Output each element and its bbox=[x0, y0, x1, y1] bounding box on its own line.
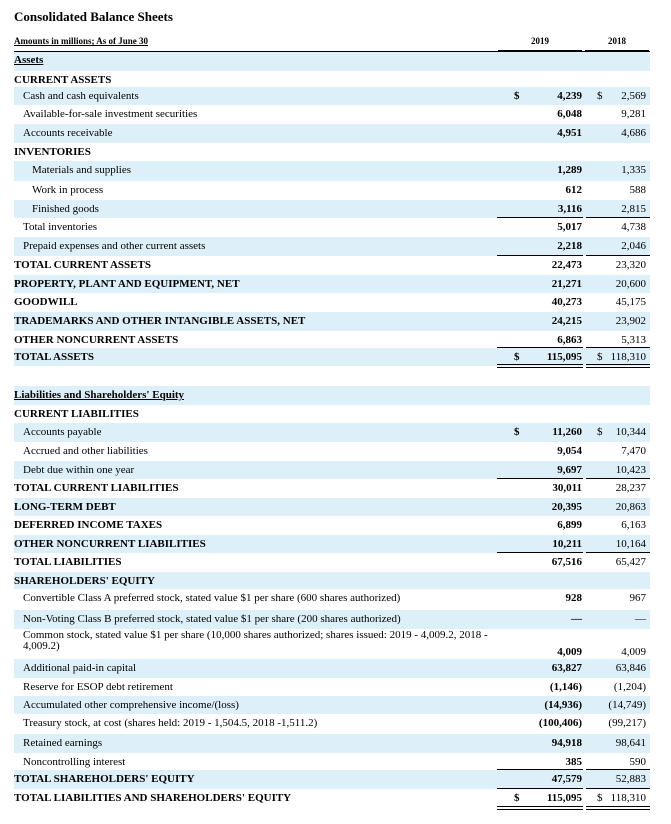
value-2019: 21,271 bbox=[551, 278, 582, 290]
value-2019: 115,095 bbox=[546, 792, 582, 804]
assets-section-title-label: Assets bbox=[14, 54, 44, 66]
value-2019: 3,116 bbox=[557, 203, 582, 215]
value-2019: 2,218 bbox=[557, 240, 582, 252]
value-2018: 63,846 bbox=[615, 662, 646, 674]
value-2018: 2,569 bbox=[621, 90, 646, 102]
row-label: Retained earnings bbox=[23, 737, 103, 749]
value-2018: 98,641 bbox=[615, 737, 646, 749]
value-2019: 63,827 bbox=[551, 662, 582, 674]
liabilities-section-title bbox=[14, 386, 650, 405]
row-goodwill bbox=[14, 293, 650, 312]
row-prepaid-expenses-and-other-current-asset bbox=[14, 237, 650, 256]
value-2018: 23,320 bbox=[615, 259, 646, 271]
value-2018: 28,237 bbox=[615, 482, 646, 494]
value-2019: 40,273 bbox=[551, 296, 582, 308]
row-label: Finished goods bbox=[32, 203, 99, 215]
value-2018: — bbox=[635, 613, 646, 625]
value-2019: 10,211 bbox=[552, 538, 582, 550]
value-2018: 2,046 bbox=[621, 240, 646, 252]
value-2019: 11,260 bbox=[552, 426, 582, 438]
row-accounts-receivable bbox=[14, 124, 650, 143]
row-label: Accounts receivable bbox=[23, 127, 113, 139]
row-reserve-for-esop-debt-retirement bbox=[14, 678, 650, 696]
value-2018: 6,163 bbox=[621, 519, 646, 531]
value-2019: 67,516 bbox=[551, 556, 582, 568]
value-2019: (100,406) bbox=[538, 717, 582, 729]
total-double-rule bbox=[586, 806, 650, 810]
row-debt-due-within-one-year bbox=[14, 461, 650, 479]
value-2018: 10,423 bbox=[615, 464, 646, 476]
value-2019: 30,011 bbox=[552, 482, 582, 494]
row-label: Cash and cash equivalents bbox=[23, 90, 139, 102]
row-label: Additional paid-in capital bbox=[23, 662, 137, 674]
value-2018: 967 bbox=[629, 592, 646, 604]
header-rule bbox=[14, 51, 650, 52]
value-2019: 115,095 bbox=[546, 351, 582, 363]
value-2019: 4,951 bbox=[557, 127, 582, 139]
value-2019: 47,579 bbox=[551, 773, 582, 785]
row-label: GOODWILL bbox=[14, 296, 78, 308]
value-2018: 20,863 bbox=[615, 501, 646, 513]
row-total-current-assets bbox=[14, 256, 650, 275]
value-2018: 20,600 bbox=[615, 278, 646, 290]
row-inventories bbox=[14, 143, 650, 161]
value-2019: (1,146) bbox=[549, 681, 582, 693]
column-header-2019: 2019 bbox=[498, 36, 582, 51]
value-2018: 4,009 bbox=[621, 646, 646, 658]
row-additional-paid-in-capital bbox=[14, 659, 650, 678]
value-2019: 385 bbox=[565, 756, 582, 768]
value-2019: 6,863 bbox=[557, 334, 582, 346]
total-double-rule bbox=[497, 806, 583, 810]
row-common-stock-stated-value-1-per-share-10 bbox=[14, 629, 650, 659]
value-2018: 10,344 bbox=[615, 426, 646, 438]
currency-symbol-2018: $ bbox=[597, 351, 603, 363]
value-2018: 1,335 bbox=[621, 164, 646, 176]
row-property-plant-and-equipment-net bbox=[14, 275, 650, 293]
value-2018: 118,310 bbox=[610, 351, 646, 363]
row-accrued-and-other-liabilities bbox=[14, 442, 650, 461]
row-label: Common stock, stated value $1 per share (10,000 shares authorized; shares issued: 2019 - 4,009.2, 2018 - 4,009.2) bbox=[23, 629, 488, 652]
row-label: TOTAL CURRENT LIABILITIES bbox=[14, 482, 179, 494]
value-2018: 5,313 bbox=[621, 334, 646, 346]
row-label: Accrued and other liabilities bbox=[23, 445, 148, 457]
value-2018: 2,815 bbox=[621, 203, 646, 215]
currency-symbol-2018: $ bbox=[597, 792, 603, 804]
row-current-assets bbox=[14, 71, 650, 88]
value-2019: 6,899 bbox=[557, 519, 582, 531]
row-label: INVENTORIES bbox=[14, 146, 91, 158]
value-2018: (99,217) bbox=[608, 717, 646, 729]
row-shareholders-equity bbox=[14, 572, 650, 589]
row-treasury-stock-at-cost-shares-held-2019- bbox=[14, 714, 650, 734]
row-total-inventories bbox=[14, 218, 650, 237]
row-work-in-process bbox=[14, 181, 650, 200]
value-2018: 118,310 bbox=[610, 792, 646, 804]
row-retained-earnings bbox=[14, 734, 650, 753]
row-label: Non-Voting Class B preferred stock, stated value $1 per share (200 shares authorized) bbox=[23, 613, 401, 625]
row-label: CURRENT LIABILITIES bbox=[14, 408, 139, 420]
row-total-shareholders-equity bbox=[14, 770, 650, 789]
row-total-liabilities bbox=[14, 553, 650, 572]
value-2019: 612 bbox=[565, 184, 582, 196]
value-2019: (14,936) bbox=[544, 699, 582, 711]
currency-symbol-2019: $ bbox=[514, 426, 520, 438]
row-deferred-income-taxes bbox=[14, 516, 650, 535]
currency-symbol-2019: $ bbox=[514, 792, 520, 804]
value-2019: 4,239 bbox=[557, 90, 582, 102]
value-2019: 9,697 bbox=[557, 464, 582, 476]
value-2019: 9,054 bbox=[557, 445, 582, 457]
value-2018: 4,686 bbox=[621, 127, 646, 139]
currency-symbol-2019: $ bbox=[514, 351, 520, 363]
row-label: Noncontrolling interest bbox=[23, 756, 126, 768]
row-label: Accounts payable bbox=[23, 426, 102, 438]
value-2018: 4,738 bbox=[621, 221, 646, 233]
row-noncontrolling-interest bbox=[14, 753, 650, 770]
row-label: Accumulated other comprehensive income/(loss) bbox=[23, 699, 239, 711]
row-label: Convertible Class A preferred stock, stated value $1 per share (600 shares authorized) bbox=[23, 592, 401, 604]
value-2019: 4,009 bbox=[557, 646, 582, 658]
value-2018: 10,164 bbox=[615, 538, 646, 550]
row-label: TOTAL ASSETS bbox=[14, 351, 95, 363]
row-label: Debt due within one year bbox=[23, 464, 135, 476]
value-2018: 7,470 bbox=[621, 445, 646, 457]
row-trademarks-and-other-intangible-assets-n bbox=[14, 312, 650, 331]
row-label: Materials and supplies bbox=[32, 164, 131, 176]
row-label: Available-for-sale investment securities bbox=[23, 108, 198, 120]
row-label: CURRENT ASSETS bbox=[14, 74, 112, 86]
value-2018: 52,883 bbox=[615, 773, 646, 785]
statement-title: Consolidated Balance Sheets bbox=[14, 9, 173, 24]
value-2019: 20,395 bbox=[551, 501, 582, 513]
row-label: TOTAL CURRENT ASSETS bbox=[14, 259, 151, 271]
row-label: TOTAL SHAREHOLDERS' EQUITY bbox=[14, 773, 195, 785]
row-label: TOTAL LIABILITIES bbox=[14, 556, 122, 568]
row-non-voting-class-b-preferred-stock-state bbox=[14, 610, 650, 629]
value-2018: 9,281 bbox=[621, 108, 646, 120]
row-available-for-sale-investment-securities bbox=[14, 105, 650, 124]
value-2018: 588 bbox=[629, 184, 646, 196]
row-label: LONG-TERM DEBT bbox=[14, 501, 116, 513]
value-2019: 1,289 bbox=[557, 164, 582, 176]
value-2019: 22,473 bbox=[551, 259, 582, 271]
row-finished-goods bbox=[14, 200, 650, 218]
row-cash-and-cash-equivalents bbox=[14, 87, 650, 105]
value-2018: 45,175 bbox=[615, 296, 646, 308]
total-double-rule bbox=[497, 364, 583, 368]
row-label: Treasury stock, at cost (shares held: 2019 - 1,504.5, 2018 -1,511.2) bbox=[23, 717, 318, 729]
row-materials-and-supplies bbox=[14, 161, 650, 181]
value-2019: 6,048 bbox=[557, 108, 582, 120]
total-double-rule bbox=[586, 364, 650, 368]
value-2019: 94,918 bbox=[551, 737, 582, 749]
row-label: Reserve for ESOP debt retirement bbox=[23, 681, 173, 693]
row-current-liabilities bbox=[14, 405, 650, 423]
row-label: PROPERTY, PLANT AND EQUIPMENT, NET bbox=[14, 278, 240, 290]
row-label: OTHER NONCURRENT ASSETS bbox=[14, 334, 179, 346]
row-label: Total inventories bbox=[23, 221, 98, 233]
row-label: Prepaid expenses and other current assets bbox=[23, 240, 206, 252]
row-other-noncurrent-liabilities bbox=[14, 535, 650, 553]
value-2018: 590 bbox=[629, 756, 646, 768]
row-total-current-liabilities bbox=[14, 479, 650, 498]
row-accounts-payable bbox=[14, 423, 650, 442]
value-2019: 24,215 bbox=[551, 315, 582, 327]
value-2019: 5,017 bbox=[557, 221, 582, 233]
row-label: SHAREHOLDERS' EQUITY bbox=[14, 575, 155, 587]
column-header-2018: 2018 bbox=[585, 36, 649, 51]
row-label: OTHER NONCURRENT LIABILITIES bbox=[14, 538, 206, 550]
row-label: Work in process bbox=[32, 184, 104, 196]
value-2018: 23,902 bbox=[615, 315, 646, 327]
assets-section-title bbox=[14, 51, 650, 71]
value-2019: 928 bbox=[565, 592, 582, 604]
value-2019: — bbox=[571, 613, 582, 625]
row-accumulated-other-comprehensive-income-l bbox=[14, 696, 650, 714]
currency-symbol-2018: $ bbox=[597, 426, 603, 438]
value-2018: (14,749) bbox=[608, 699, 646, 711]
value-2018: (1,204) bbox=[613, 681, 646, 693]
currency-symbol-2019: $ bbox=[514, 90, 520, 102]
currency-symbol-2018: $ bbox=[597, 90, 603, 102]
row-label: TOTAL LIABILITIES AND SHAREHOLDERS' EQUITY bbox=[14, 792, 292, 804]
row-label: DEFERRED INCOME TAXES bbox=[14, 519, 163, 531]
value-2018: 65,427 bbox=[615, 556, 646, 568]
row-convertible-class-a-preferred-stock-stat bbox=[14, 589, 650, 610]
row-label: TRADEMARKS AND OTHER INTANGIBLE ASSETS, NET bbox=[14, 315, 306, 327]
units-header: Amounts in millions; As of June 30 bbox=[14, 36, 149, 46]
row-long-term-debt bbox=[14, 498, 650, 516]
row-other-noncurrent-assets bbox=[14, 331, 650, 348]
liabilities-section-title-label: Liabilities and Shareholders' Equity bbox=[14, 389, 185, 401]
